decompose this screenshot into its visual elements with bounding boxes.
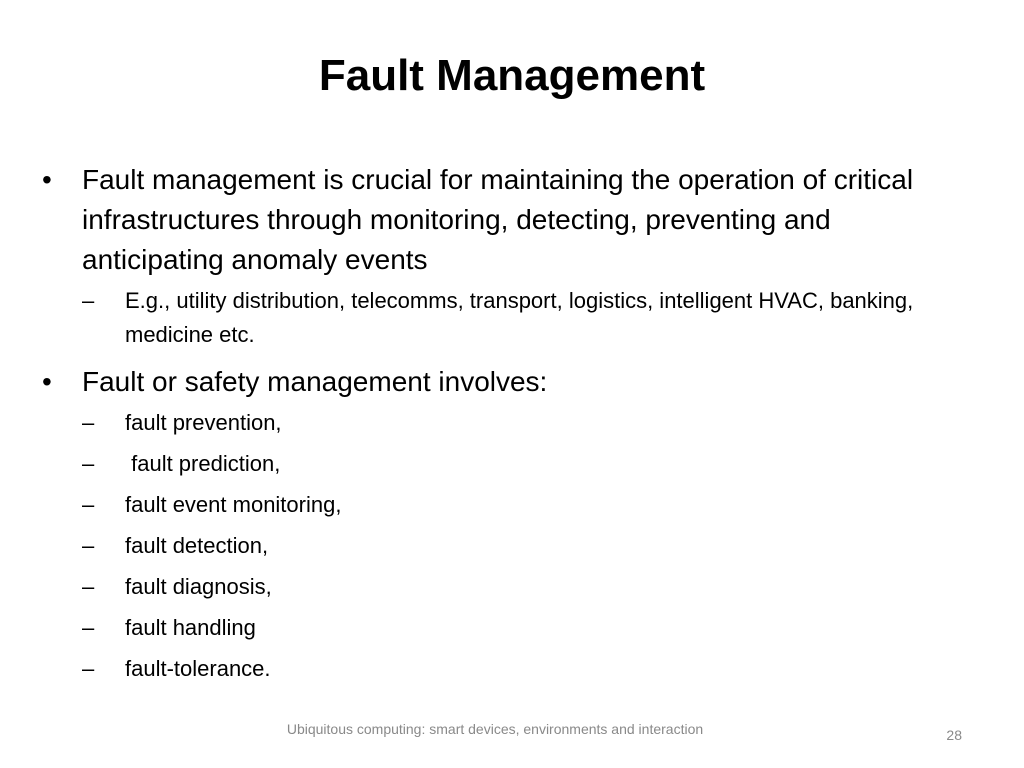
dash-glyph: – — [82, 492, 95, 517]
sub-item-text: fault handling — [125, 615, 256, 640]
sub-item-text: E.g., utility distribution, telecomms, transport, logistics, intelligent HVAC, banking, medicine etc. — [125, 288, 914, 347]
bullet-item — [40, 362, 980, 402]
sub-item — [82, 611, 980, 645]
bullet-text: Fault management is crucial for maintaining the operation of critical infrastructures through monitoring, detecting, preventing and anticipating anomaly events — [82, 164, 914, 275]
dash-glyph: – — [82, 451, 95, 476]
slide-footer: Ubiquitous computing: smart devices, environments and interaction — [286, 721, 704, 737]
sub-item — [82, 406, 980, 440]
bullet-glyph: • — [42, 366, 52, 397]
sub-item-text: fault-tolerance. — [125, 656, 271, 681]
sub-item — [82, 447, 980, 481]
sub-item — [82, 284, 980, 352]
bullet-text: Fault or safety management involves: — [82, 366, 548, 397]
sub-item — [82, 652, 980, 686]
sub-item-text: fault prediction, — [125, 451, 281, 476]
bullet-glyph: • — [42, 164, 52, 195]
slide-body — [40, 160, 980, 696]
sub-item-text: fault detection, — [125, 533, 269, 558]
sub-list — [40, 284, 980, 352]
dash-glyph: – — [82, 533, 95, 558]
bullet-item — [40, 160, 980, 280]
sub-item — [82, 529, 980, 563]
sub-item — [82, 570, 980, 604]
dash-glyph: – — [82, 615, 95, 640]
sub-item-text: fault diagnosis, — [125, 574, 272, 599]
sub-list — [40, 406, 980, 686]
page-number: 28 — [946, 727, 962, 743]
sub-item-text: fault event monitoring, — [125, 492, 342, 517]
dash-glyph: – — [82, 288, 95, 313]
sub-item-text: fault prevention, — [125, 410, 282, 435]
dash-glyph: – — [82, 574, 95, 599]
dash-glyph: – — [82, 656, 95, 681]
dash-glyph: – — [82, 410, 95, 435]
slide-title: Fault Management — [318, 51, 706, 100]
sub-item — [82, 488, 980, 522]
